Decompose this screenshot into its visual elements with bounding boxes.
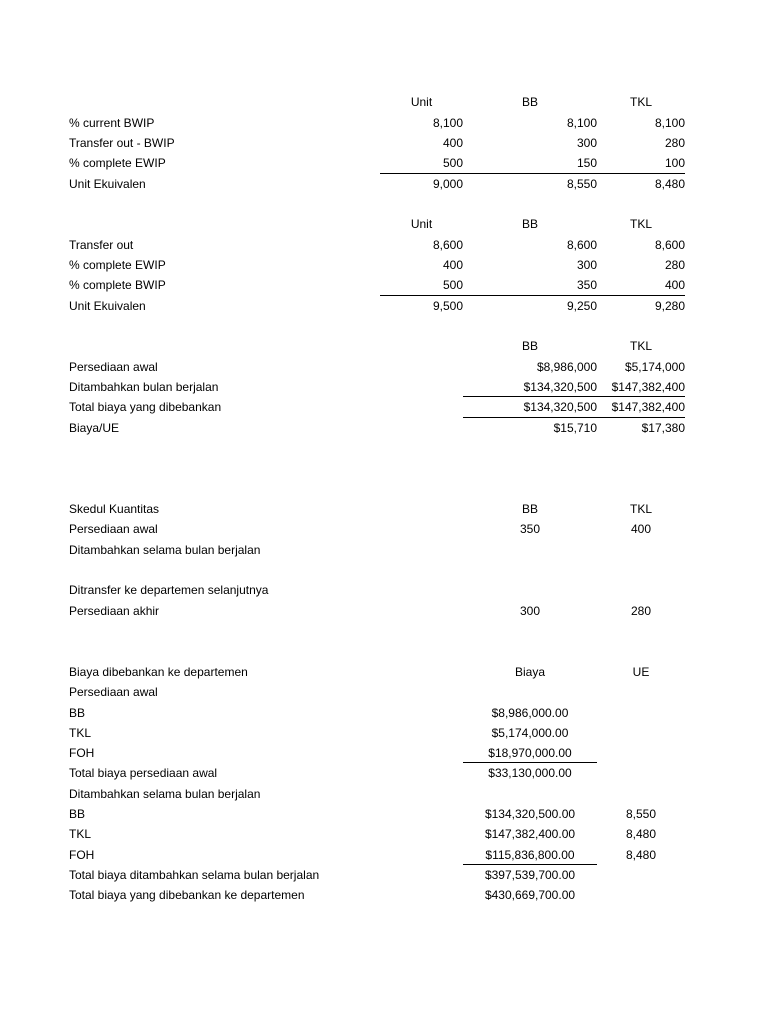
- unit-value: 9,500: [432, 299, 463, 313]
- biaya-value: $430,669,700.00: [484, 888, 576, 902]
- tkl-value: $5,174,000: [624, 360, 685, 374]
- t2-total-row: [0, 296, 768, 316]
- t1-row: [0, 153, 768, 173]
- t2-header-bb: BB: [521, 217, 538, 231]
- row-label: Biaya/UE: [69, 421, 120, 435]
- t5-row: [0, 824, 768, 844]
- row-label: Transfer out - BWIP: [69, 136, 175, 150]
- tkl-value: [597, 580, 685, 600]
- t4-header-row: [0, 499, 768, 519]
- t4-row: [0, 519, 768, 539]
- unit-value: 500: [442, 156, 463, 170]
- row-label: Ditransfer ke departemen selanjutnya: [69, 583, 269, 597]
- tkl-value: $147,382,400: [611, 380, 685, 394]
- ue-value: 8,480: [625, 848, 657, 862]
- row-label: FOH: [69, 848, 95, 862]
- t3-header-tkl: TKL: [629, 339, 652, 353]
- biaya-value: $397,539,700.00: [484, 868, 576, 882]
- t5-row: [0, 784, 768, 804]
- row-label: % complete EWIP: [69, 258, 166, 272]
- t5-row: [0, 682, 768, 702]
- t3-total-row: [0, 397, 768, 417]
- t5-header-row: [0, 662, 768, 682]
- tkl-value: $147,382,400: [611, 400, 685, 414]
- t5-row: [0, 703, 768, 723]
- t5-subtotal-row: [0, 865, 768, 885]
- biaya-value: [463, 682, 597, 702]
- ue-value: [597, 885, 685, 905]
- bb-value: $134,320,500: [523, 400, 597, 414]
- t2-row: [0, 275, 768, 295]
- row-label: Transfer out: [69, 238, 134, 252]
- tkl-value: 280: [630, 604, 652, 618]
- ue-value: [597, 743, 685, 763]
- ue-value: [597, 865, 685, 885]
- unit-value: 9,000: [432, 177, 463, 191]
- ue-value: 8,550: [625, 807, 657, 821]
- bb-value: 150: [576, 156, 597, 170]
- bb-value: 8,100: [566, 116, 597, 130]
- t1-row: [0, 113, 768, 133]
- biaya-value: $5,174,000.00: [491, 726, 569, 740]
- t1-header-bb: BB: [521, 95, 538, 109]
- t1-header-row: [0, 92, 768, 112]
- t5-row: [0, 845, 768, 865]
- tkl-value: 8,480: [654, 177, 685, 191]
- row-label: BB: [69, 706, 86, 720]
- row-label: BB: [69, 807, 86, 821]
- row-label: Total biaya yang dibebankan ke departemen: [69, 888, 305, 902]
- t2-header-row: [0, 214, 768, 234]
- tkl-value: 280: [664, 136, 685, 150]
- row-label: Ditambahkan selama bulan berjalan: [69, 787, 261, 801]
- t5-header-biaya: Biaya: [514, 665, 546, 679]
- row-label: TKL: [69, 726, 92, 740]
- t5-row: [0, 743, 768, 763]
- unit-value: 400: [442, 136, 463, 150]
- row-label: Ditambahkan bulan berjalan: [69, 380, 219, 394]
- t4-title: Skedul Kuantitas: [69, 502, 160, 516]
- t3-row: [0, 418, 768, 438]
- t1-header-tkl: TKL: [629, 95, 652, 109]
- row-label: Persediaan akhir: [69, 604, 160, 618]
- bb-value: 300: [519, 604, 541, 618]
- row-label: Persediaan awal: [69, 685, 158, 699]
- ue-value: [597, 784, 685, 804]
- tkl-value: 400: [664, 278, 685, 292]
- bb-value: 350: [519, 522, 541, 536]
- t2-row: [0, 235, 768, 255]
- row-label: Persediaan awal: [69, 360, 158, 374]
- bb-value: 300: [576, 258, 597, 272]
- tkl-value: 100: [664, 156, 685, 170]
- ue-value: [597, 723, 685, 743]
- biaya-value: $115,836,800.00: [485, 848, 575, 862]
- t4-row: [0, 580, 768, 600]
- tkl-value: 9,280: [654, 299, 685, 313]
- biaya-value: $8,986,000.00: [491, 706, 569, 720]
- row-label: Total biaya yang dibebankan: [69, 400, 222, 414]
- biaya-value: $147,382,400.00: [484, 827, 576, 841]
- t1-total-row: [0, 174, 768, 194]
- tkl-value: 280: [664, 258, 685, 272]
- row-label: FOH: [69, 746, 95, 760]
- bb-value: [463, 580, 597, 600]
- bb-value: [463, 540, 597, 560]
- t4-header-bb: BB: [521, 502, 538, 516]
- tkl-value: 400: [630, 522, 652, 536]
- bb-value: 8,550: [566, 177, 597, 191]
- ue-value: 8,480: [625, 827, 657, 841]
- t3-header-row: [0, 336, 768, 356]
- t2-header-tkl: TKL: [629, 217, 652, 231]
- row-label: Total biaya persediaan awal: [69, 766, 218, 780]
- t1-header-unit: Unit: [410, 95, 433, 109]
- t4-row: [0, 601, 768, 621]
- row-label: Persediaan awal: [69, 522, 158, 536]
- unit-value: 400: [442, 258, 463, 272]
- t5-row: [0, 723, 768, 743]
- bb-value: 9,250: [566, 299, 597, 313]
- t4-header-tkl: TKL: [629, 502, 652, 516]
- unit-value: 8,100: [432, 116, 463, 130]
- t5-row: [0, 804, 768, 824]
- row-label: % complete BWIP: [69, 278, 166, 292]
- t5-title: Biaya dibebankan ke departemen: [69, 665, 248, 679]
- t1-row: [0, 133, 768, 153]
- ue-value: [597, 703, 685, 723]
- unit-value: 8,600: [432, 238, 463, 252]
- biaya-value: $134,320,500.00: [484, 807, 576, 821]
- row-label: TKL: [69, 827, 92, 841]
- row-label: % complete EWIP: [69, 156, 166, 170]
- t3-header-bb: BB: [521, 339, 538, 353]
- row-label: % current BWIP: [69, 116, 155, 130]
- t4-row: [0, 540, 768, 560]
- biaya-value: $18,970,000.00: [488, 746, 572, 760]
- ue-value: [597, 682, 685, 702]
- bb-value: $8,986,000: [536, 360, 597, 374]
- bb-value: 8,600: [566, 238, 597, 252]
- row-label: Unit Ekuivalen: [69, 177, 146, 191]
- row-label: Total biaya ditambahkan selama bulan berjalan: [69, 868, 320, 882]
- t5-header-ue: UE: [632, 665, 650, 679]
- t2-header-unit: Unit: [410, 217, 433, 231]
- tkl-value: 8,100: [654, 116, 685, 130]
- row-label: Unit Ekuivalen: [69, 299, 146, 313]
- bb-value: 300: [576, 136, 597, 150]
- bb-value: $15,710: [553, 421, 597, 435]
- tkl-value: [597, 540, 685, 560]
- t5-grand-total-row: [0, 885, 768, 905]
- unit-value: 500: [442, 278, 463, 292]
- t2-row: [0, 255, 768, 275]
- t5-subtotal-row: [0, 763, 768, 783]
- biaya-value: [463, 784, 597, 804]
- tkl-value: $17,380: [641, 421, 685, 435]
- row-label: Ditambahkan selama bulan berjalan: [69, 543, 261, 557]
- biaya-value: $33,130,000.00: [488, 766, 572, 780]
- bb-value: $134,320,500: [523, 380, 597, 394]
- tkl-value: 8,600: [654, 238, 685, 252]
- ue-value: [597, 763, 685, 783]
- t3-row: [0, 357, 768, 377]
- bb-value: 350: [576, 278, 597, 292]
- t3-row: [0, 377, 768, 397]
